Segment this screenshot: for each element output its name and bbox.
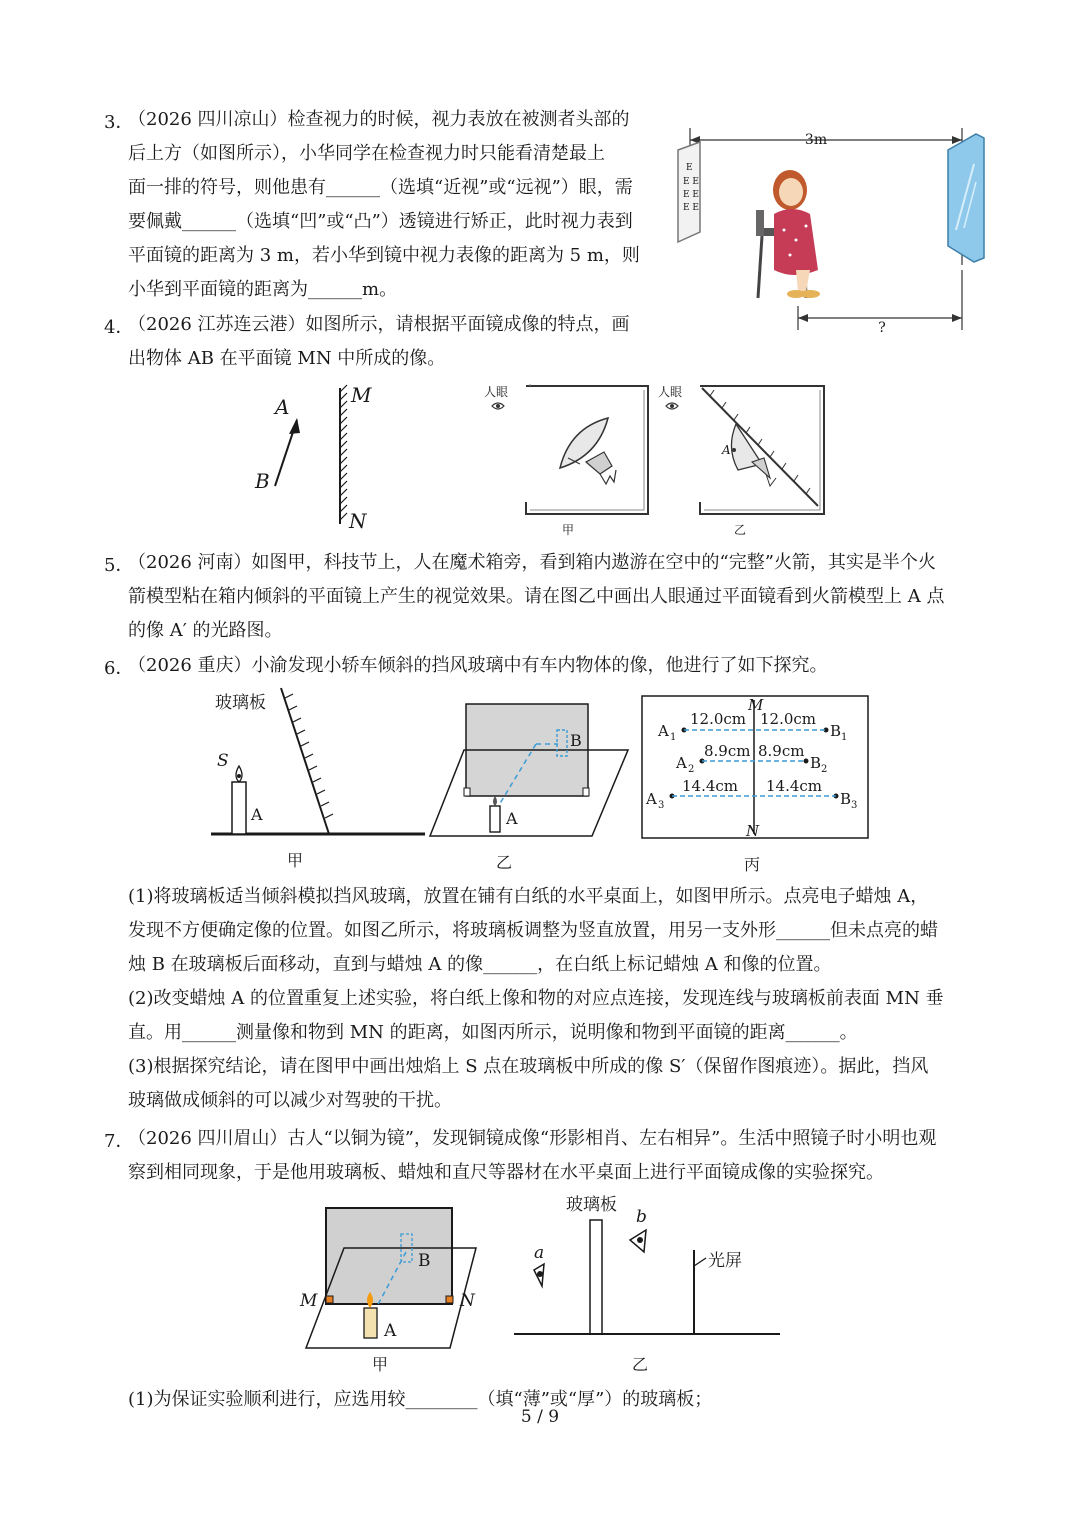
distance-label: 14.4cm [682,777,739,795]
candle-tilted-glass-figure [205,684,430,874]
label-screen: 光屏 [708,1251,742,1271]
tilted-glass [281,688,329,834]
point-a-label: A [722,443,731,457]
point-sub: 3 [658,800,665,811]
label-glass: 玻璃板 [566,1195,617,1215]
label-b: B [255,469,270,493]
q6-part2 [128,982,988,1050]
glass-plate [326,1208,452,1304]
magic-box-figure [478,378,838,543]
distance-label: 12.0cm [760,710,817,728]
label-b: B [418,1251,431,1271]
q5-number: 5． [104,555,134,576]
point-sub: 1 [670,732,677,743]
point-label: B [840,790,852,808]
q6-part2-line: 直。用______测量像和物到 MN 的距离，如图丙所示，说明像和物到平面镜的距离______。 [128,1022,858,1043]
candle-a [232,782,246,834]
eye-label: 人眼 [658,385,683,399]
caption-jia: 甲 [372,1355,389,1374]
q3-line: （2026 四川凉山）检查视力的时候，视力表放在被测者头部的 [128,109,630,130]
q6-part1-line: 烛 B 在玻璃板后面移动，直到与蜡烛 A 的像______，在白纸上标记蜡烛 A 和像的位置。 [128,954,832,975]
eye-test-figure [670,120,1000,340]
point-label: A [646,790,657,808]
chart-row: E E [683,190,700,200]
point-label: B [830,722,842,740]
caption-bing: 丙 [744,855,761,874]
q6-intro [128,649,988,683]
q3-line: 面一排的符号，则他患有______（选填“近视”或“远视”）眼，需 [128,177,633,198]
bottom-dim-label: ? [878,320,886,336]
q7-number: 7． [104,1131,134,1152]
distance-record-figure [640,694,872,876]
page-number: 5 / 9 [520,1407,560,1427]
q5-text [128,546,988,648]
label-n: N [460,1291,475,1311]
label-a: A [506,809,518,828]
q6-part3-line: 玻璃做成倾斜的可以减少对驾驶的干扰。 [128,1090,452,1111]
q4-line: 出物体 AB 在平面镜 MN 中所成的像。 [128,348,446,369]
point-label: B [810,754,822,772]
caption-yi: 乙 [496,853,513,872]
q6-part2-line: (2)改变蜡烛 A 的位置重复上述实验，将白纸上像和物的对应点连接，发现连线与玻璃板前表面 MN 垂 [128,988,944,1009]
q3-line: 平面镜的距离为 3 m，若小华到镜中视力表像的距离为 5 m，则 [128,245,640,266]
label-glass: 玻璃板 [215,693,266,713]
q4-number: 4． [104,317,134,338]
point-sub: 1 [841,732,848,743]
q5-line: 箭模型粘在箱内倾斜的平面镜上产生的视觉效果。请在图乙中画出人眼通过平面镜看到火箭模型上 A 点 [128,586,945,607]
label-m: M [300,1291,318,1311]
label-a: A [275,395,290,419]
caption-yi: 乙 [734,523,747,537]
label-n: N [349,509,367,533]
label-eye-a: a [534,1243,545,1263]
q7-part1-line: (1)为保证实验顺利进行，应选用较________（填“薄”或“厚”）的玻璃板； [128,1389,713,1410]
candle-a [364,1308,377,1338]
caption-jia: 甲 [562,523,575,537]
label-s: S [217,751,229,771]
chart-row: E E [683,177,700,187]
q5-line: （2026 河南）如图甲，科技节上，人在魔术箱旁，看到箱内遨游在空中的“完整”火箭，其实是半个火 [128,552,936,573]
distance-label: 14.4cm [766,777,823,795]
caption-jia: 甲 [287,851,304,870]
label-eye-b: b [636,1207,647,1227]
candle-a [490,806,500,832]
q6-part3 [128,1050,988,1118]
q6-part3-line: (3)根据探究结论，请在图甲中画出烛焰上 S 点在玻璃板中所成的像 S′（保留作图痕迹）。据此，挡风 [128,1056,929,1077]
q3-line: 后上方（如图所示），小华同学在检查视力时只能看清楚最上 [128,143,605,164]
q3-text [128,103,668,307]
label-b: B [570,731,582,750]
mirror-ab-figure [245,378,395,538]
label-m: M [748,696,764,714]
label-n: N [746,822,760,840]
point-sub: 2 [688,764,695,775]
distance-label: 12.0cm [690,710,747,728]
q7-line: （2026 四川眉山）古人“以铜为镜”，发现铜镜成像“形影相肖、左右相异”。生活中照镜子时小明也观 [128,1128,937,1149]
q4-text [128,308,668,376]
girl-figure [756,170,820,298]
inclined-mirror [702,388,818,506]
top-dim-label: 3m [804,132,828,148]
glass-screen-figure [510,1188,785,1378]
point-sub: 3 [851,800,858,811]
plane-mirror-setup-figure [298,1200,488,1382]
q6-part1-line: (1)将玻璃板适当倾斜模拟挡风玻璃，放置在铺有白纸的水平桌面上，如图甲所示。点亮电子蜡烛 A， [128,886,929,907]
chart-row: E E [683,203,700,213]
chart-row: E [686,163,693,173]
label-m: M [351,383,372,407]
q6-intro-line: （2026 重庆）小渝发现小轿车倾斜的挡风玻璃中有车内物体的像，他进行了如下探究。 [128,655,828,676]
q6-number: 6． [104,658,134,679]
distance-label: 8.9cm [704,742,751,760]
rocket-icon [560,418,616,484]
point-label: A [676,754,687,772]
q6-part1-line: 发现不方便确定像的位置。如图乙所示，将玻璃板调整为竖直放置，用另一支外形______但未点亮的蜡 [128,920,938,941]
glass-plate-side [590,1220,602,1334]
half-rocket-icon [731,424,776,486]
eye-a-icon [534,1264,544,1286]
eye-label: 人眼 [484,385,509,399]
q3-line: 小华到平面镜的距离为______m。 [128,279,398,300]
point-sub: 2 [821,764,828,775]
q3-number: 3． [104,112,134,133]
distance-label: 8.9cm [758,742,805,760]
q7-text [128,1122,988,1190]
q4-line: （2026 江苏连云港）如图所示，请根据平面镜成像的特点，画 [128,314,630,335]
q7-line: 察到相同现象，于是他用玻璃板、蜡烛和直尺等器材在水平桌面上进行平面镜成像的实验探究。 [128,1162,884,1183]
caption-yi: 乙 [632,1355,649,1374]
q5-line: 的像 A′ 的光路图。 [128,620,283,641]
point-label: A [658,722,669,740]
label-a: A [384,1321,397,1341]
q6-part1 [128,880,988,982]
label-a: A [251,805,263,824]
eye-b-icon [630,1230,646,1252]
vertical-glass-figure [428,702,633,874]
q3-line: 要佩戴______（选填“凹”或“凸”）透镜进行矫正，此时视力表到 [128,211,633,232]
mirror [948,134,984,262]
